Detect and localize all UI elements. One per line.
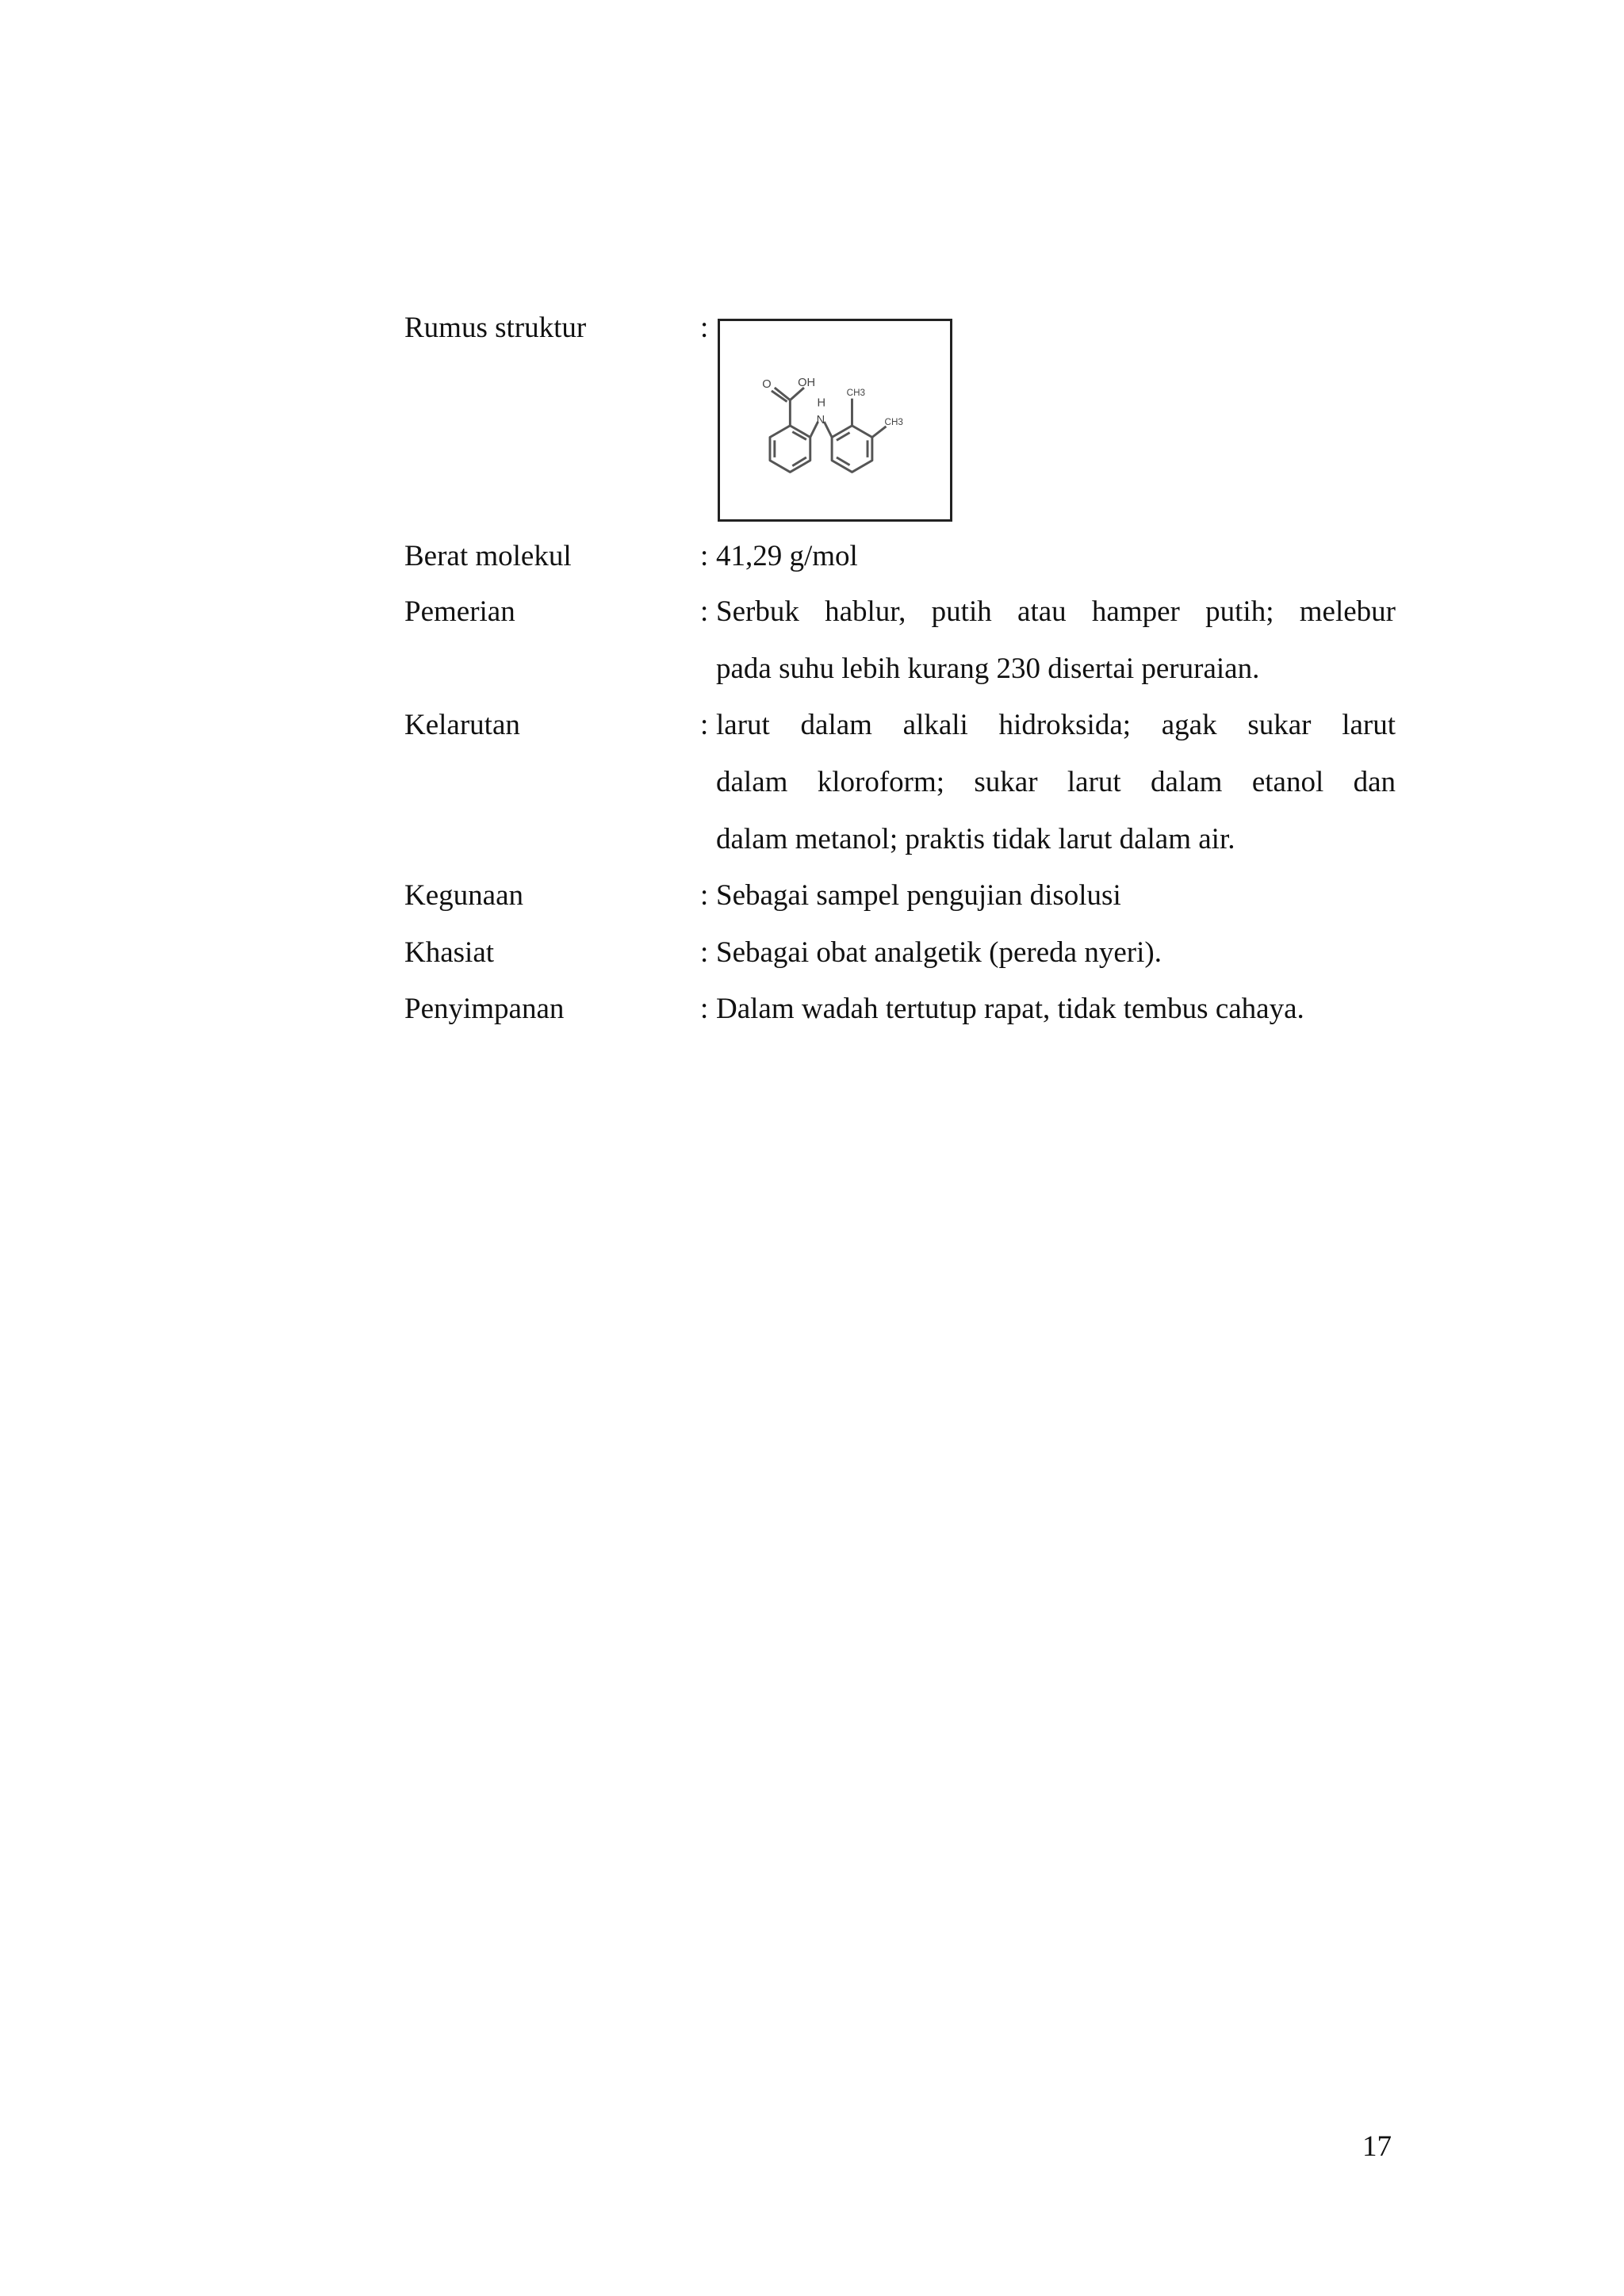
chemical-structure-figure (718, 319, 952, 522)
value-line: larut dalam alkali hidroksida; agak sukar larut (716, 709, 1396, 741)
colon: : (700, 595, 709, 628)
value-berat-molekul: 41,29 g/mol (716, 540, 858, 572)
label-oh: OH (798, 377, 816, 390)
right-benzene-ring (832, 426, 872, 473)
label-o: O (762, 377, 772, 391)
colon: : (700, 312, 709, 344)
label-ch3-b: CH3 (884, 416, 903, 427)
label-berat-molekul: Berat molekul (404, 540, 572, 572)
colon: : (700, 936, 709, 969)
left-benzene-ring (770, 426, 810, 473)
value-khasiat: Sebagai obat analgetik (pereda nyeri). (716, 936, 1162, 969)
value-line: dalam metanol; praktis tidak larut dalam air. (716, 823, 1235, 855)
colon: : (700, 879, 709, 912)
label-ch3-a: CH3 (846, 387, 866, 398)
value-kegunaan: Sebagai sampel pengujian disolusi (716, 879, 1121, 912)
label-kelarutan: Kelarutan (404, 709, 520, 741)
label-penyimpanan: Penyimpanan (404, 993, 565, 1025)
label-khasiat: Khasiat (404, 936, 495, 969)
mefenamic-acid-structure (720, 321, 950, 519)
label-rumus-struktur: Rumus struktur (404, 312, 587, 344)
label-kegunaan: Kegunaan (404, 879, 523, 912)
colon: : (700, 540, 709, 572)
value-line: pada suhu lebih kurang 230 disertai peruraian. (716, 652, 1260, 685)
colon: : (700, 993, 709, 1025)
value-pemerian (716, 584, 1396, 698)
page-number: 17 (1362, 2130, 1392, 2163)
value-line: Serbuk hablur, putih atau hamper putih; melebur (716, 595, 1396, 628)
label-n: N (816, 413, 825, 427)
label-h: H (817, 396, 826, 410)
value-line: dalam kloroform; sukar larut dalam etanol dan (716, 766, 1396, 798)
label-pemerian: Pemerian (404, 595, 515, 628)
colon: : (700, 709, 709, 741)
value-penyimpanan: Dalam wadah tertutup rapat, tidak tembus cahaya. (716, 993, 1304, 1025)
value-kelarutan (716, 697, 1396, 868)
